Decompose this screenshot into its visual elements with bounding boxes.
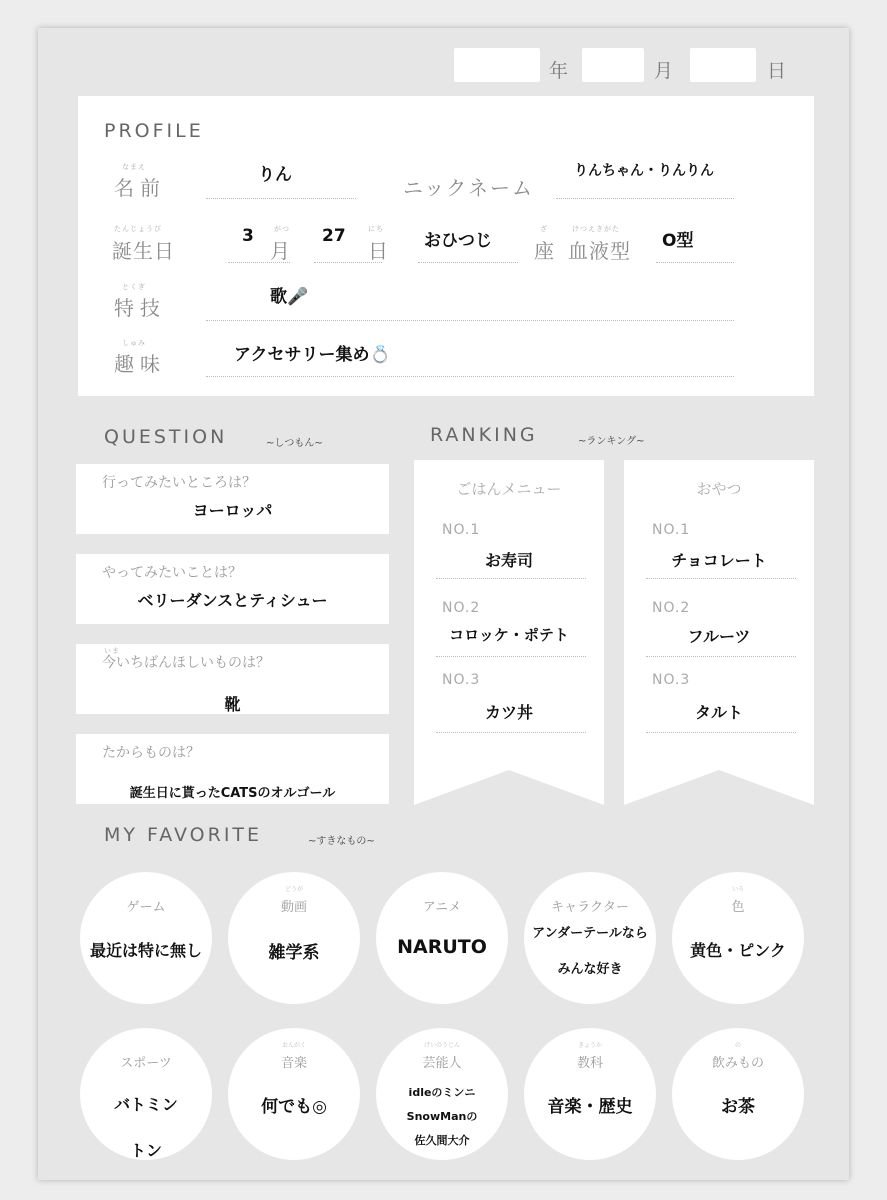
birth-day-value[interactable]: 27: [322, 226, 346, 246]
question-ruby: いま: [104, 647, 120, 655]
favorite-game: [80, 872, 212, 1004]
rank-no: NO.1: [652, 522, 691, 538]
favorite-value-line2[interactable]: トン: [129, 1141, 162, 1160]
birth-day-ruby: にち: [368, 225, 384, 233]
favorite-value-line2[interactable]: みんな好き: [557, 962, 623, 977]
ranking-column-head: ごはんメニュー: [456, 480, 562, 498]
rank-line: [646, 578, 796, 579]
birth-month-value[interactable]: 3: [242, 226, 254, 246]
day-label: 日: [767, 60, 787, 82]
skill-ruby: とくぎ: [122, 283, 146, 291]
birth-day-label: 日: [368, 239, 394, 263]
favorite-label: 芸能人: [422, 1056, 462, 1071]
favorite-value[interactable]: NARUTO: [397, 936, 487, 958]
favorite-character: [524, 872, 656, 1004]
ranking-column-gohan: [414, 460, 604, 760]
favorite-ruby: どうが: [284, 886, 303, 893]
question-answer[interactable]: 靴: [224, 695, 241, 714]
rank-no: NO.2: [652, 600, 691, 616]
ranking-subtitle: ~ランキング~: [578, 436, 645, 447]
question-subtitle: ~しつもん~: [266, 438, 323, 449]
month-field[interactable]: [582, 48, 644, 82]
sign-line: [418, 262, 518, 263]
favorite-label: アニメ: [422, 900, 462, 915]
favorite-ruby: おんがく: [281, 1042, 306, 1049]
day-field[interactable]: [690, 48, 756, 82]
year-field[interactable]: [454, 48, 540, 82]
favorite-color: [672, 872, 804, 1004]
favorite-label: 色: [731, 900, 745, 915]
year-label: 年: [549, 60, 569, 82]
rank-value[interactable]: コロッケ・ポテト: [449, 626, 569, 644]
birth-month-ruby: がつ: [274, 225, 290, 233]
favorite-ruby: いろ: [731, 886, 744, 893]
skill-line: [206, 320, 734, 321]
question-answer[interactable]: ベリーダンスとティシュー: [137, 591, 328, 610]
favorite-value[interactable]: 音楽・歴史: [547, 1097, 633, 1117]
rank-value[interactable]: フルーツ: [687, 627, 751, 646]
blood-ruby: けつえきがた: [572, 225, 620, 233]
favorite-value[interactable]: 最近は特に無し: [89, 941, 202, 960]
favorite-value[interactable]: バトミン: [114, 1095, 178, 1114]
rank-value[interactable]: カツ丼: [484, 703, 533, 722]
favorite-value[interactable]: 黄色・ピンク: [690, 941, 786, 960]
question-item: [76, 644, 389, 714]
favorite-celebrity: [376, 1028, 508, 1160]
rank-line: [436, 732, 586, 733]
favorite-title: MY FAVORITE: [104, 824, 263, 846]
sign-ruby: ざ: [540, 225, 548, 233]
profile-panel: [78, 96, 814, 396]
blood-line: [656, 262, 734, 263]
favorite-value[interactable]: アンダーテールなら: [532, 926, 648, 941]
question-label: やってみたいことは？: [102, 565, 242, 581]
favorite-value[interactable]: idleのミンニ: [408, 1086, 476, 1099]
birth-month-label: 月: [270, 239, 296, 263]
name-ruby: なまえ: [122, 163, 146, 171]
rank-line: [436, 578, 586, 579]
rank-line: [646, 732, 796, 733]
question-label: 今いちばんほしいものは？: [102, 655, 270, 671]
favorite-value-line3[interactable]: 佐久間大介: [414, 1134, 470, 1147]
ranking-column-head: おやつ: [696, 480, 742, 498]
question-label: たからものは？: [102, 745, 200, 761]
sign-label: 座: [534, 239, 560, 263]
birthday-ruby: たんじょうび: [114, 225, 162, 233]
hobby-value[interactable]: アクセサリー集め💍: [234, 345, 391, 365]
rank-value[interactable]: お寿司: [484, 551, 533, 570]
birth-month-line: [228, 262, 290, 263]
name-label: 名前: [114, 176, 166, 200]
favorite-label: キャラクター: [551, 900, 629, 915]
favorite-ruby: の: [734, 1042, 741, 1049]
question-item: [76, 554, 389, 624]
favorite-video: [228, 872, 360, 1004]
favorite-sports: [80, 1028, 212, 1160]
rank-no: NO.2: [442, 600, 481, 616]
question-answer[interactable]: 誕生日に貰ったCATSのオルゴール: [129, 786, 336, 801]
favorite-label: スポーツ: [120, 1056, 172, 1071]
skill-label: 特技: [114, 296, 166, 320]
favorite-value[interactable]: 雑学系: [268, 943, 320, 963]
rank-value[interactable]: チョコレート: [671, 551, 767, 570]
rank-no: NO.3: [442, 672, 481, 688]
question-label: 行ってみたいところは？: [102, 475, 256, 491]
rank-value[interactable]: タルト: [694, 703, 743, 722]
question-answer[interactable]: ヨーロッパ: [192, 501, 273, 520]
profile-sheet: [38, 28, 849, 1180]
ranking-title: RANKING: [430, 424, 538, 446]
birth-day-line: [314, 262, 382, 263]
name-line: [206, 198, 356, 199]
rank-line: [436, 656, 586, 657]
nickname-label: ニックネーム: [403, 176, 534, 200]
month-label: 月: [654, 60, 674, 82]
blood-value[interactable]: O型: [662, 231, 694, 251]
favorite-value-line2[interactable]: SnowManの: [406, 1110, 478, 1123]
rank-line: [646, 656, 796, 657]
question-item: [76, 734, 389, 804]
favorite-anime: [376, 872, 508, 1004]
favorite-label: ゲーム: [126, 900, 166, 915]
question-title: QUESTION: [104, 426, 228, 448]
blood-label: 血液型: [568, 239, 631, 263]
skill-value[interactable]: 歌🎤: [270, 287, 309, 307]
hobby-ruby: しゅみ: [122, 339, 146, 347]
favorite-value[interactable]: お茶: [721, 1097, 755, 1117]
nickname-value[interactable]: りんちゃん・りんりん: [574, 163, 714, 179]
name-value[interactable]: りん: [258, 165, 292, 185]
favorite-label: 教科: [576, 1056, 603, 1071]
hobby-line: [206, 376, 734, 377]
ranking-column-oyatsu: [624, 460, 814, 760]
favorite-ruby: きょうか: [577, 1042, 602, 1049]
favorite-label: 動画: [280, 900, 307, 915]
nickname-line: [556, 198, 734, 199]
favorite-value[interactable]: 何でも◎: [261, 1097, 327, 1117]
favorite-label: 音楽: [280, 1056, 307, 1071]
favorite-ruby: げいのうじん: [423, 1042, 460, 1049]
favorite-label: 飲みもの: [711, 1056, 764, 1071]
sign-value[interactable]: おひつじ: [424, 231, 492, 251]
hobby-label: 趣味: [114, 352, 166, 376]
favorite-drink: [672, 1028, 804, 1160]
favorite-subtitle: ~すきなもの~: [308, 836, 375, 847]
rank-no: NO.3: [652, 672, 691, 688]
favorite-subject: [524, 1028, 656, 1160]
rank-no: NO.1: [442, 522, 481, 538]
question-item: [76, 464, 389, 534]
favorite-music: [228, 1028, 360, 1160]
birthday-label: 誕生日: [112, 239, 175, 263]
profile-title: PROFILE: [104, 120, 204, 142]
